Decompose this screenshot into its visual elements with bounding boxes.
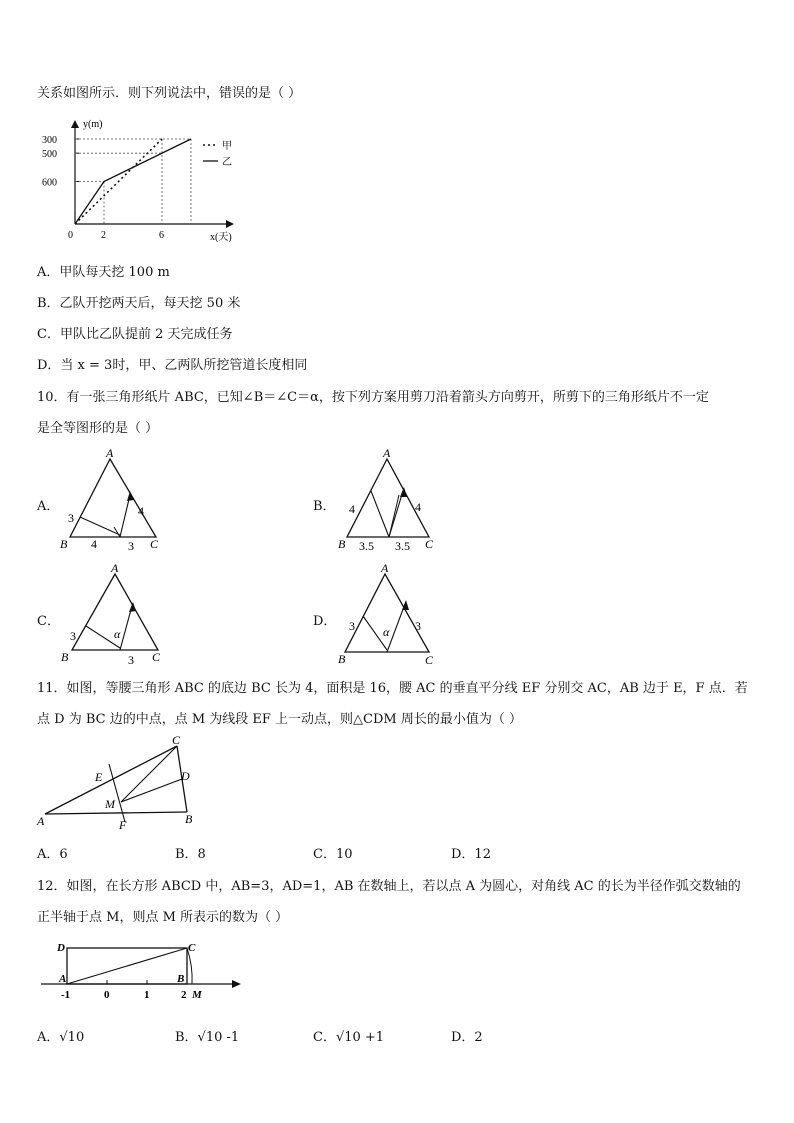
fig-d-label-b: B	[338, 652, 346, 666]
x-axis-arrow	[226, 220, 234, 228]
q10-option-d-label: D．	[313, 614, 337, 629]
y-tick-label: 600	[42, 177, 57, 189]
fig-c-len-2: 3	[128, 653, 134, 667]
q9-line-chart	[40, 112, 250, 247]
q12-label-b: B	[177, 973, 185, 985]
q11-label-b: B	[185, 812, 193, 826]
x-axis-label: x(天)	[210, 232, 232, 243]
fig-d-label-a: A	[381, 561, 389, 575]
q12-option-a: A．√10	[37, 1030, 85, 1045]
q11-option-c: C．10	[313, 847, 353, 862]
q12-option-b: B．√10 -1	[175, 1030, 240, 1045]
q9-option-c: C．甲队比乙队提前 2 天完成任务	[37, 327, 233, 342]
q11-option-b: B．8	[175, 847, 206, 862]
q12-option-c: C．√10 +1	[313, 1030, 385, 1045]
fig-a-label-a: A	[106, 447, 114, 460]
q12-number-line-figure	[35, 936, 245, 1000]
q11-label-m: M	[105, 797, 115, 811]
q12-label-m: M	[192, 989, 202, 1000]
fig-b-len-1: 4	[349, 502, 355, 516]
legend-label-jia: 甲	[222, 141, 232, 152]
q10-figure-a	[58, 447, 188, 557]
q9-stem: 关系如图所示．则下列说法中，错误的是（ ）	[37, 86, 302, 101]
q9-option-b: B．乙队开挖两天后，每天挖 50 米	[37, 296, 241, 311]
fig-a-len-2: 4	[91, 537, 97, 551]
fig-d-len-2: 3	[415, 619, 421, 633]
q11-option-a: A．6	[37, 847, 68, 862]
fig-b-label-c: C	[425, 537, 434, 551]
q11-stem-line1: 11．如图，等腰三角形 ABC 的底边 BC 长为 4，面积是 16，腰 AC 的垂直平分线 EF 分别交 AC，AB 边于 E，F 点．若	[37, 681, 748, 696]
fig-b-len-4: 3.5	[395, 539, 410, 553]
legend-label-yi: 乙	[222, 157, 232, 168]
q12-label-c: C	[188, 942, 196, 954]
fig-d-label-c: C	[425, 653, 434, 667]
fig-c-label-c: C	[152, 650, 161, 664]
q12-tick-1: 1	[144, 989, 150, 1000]
y-axis-label: y(m)	[83, 119, 103, 130]
q10-option-c-label: C．	[37, 614, 60, 629]
q10-option-a-label: A．	[37, 499, 60, 514]
fig-c-len-1: 3	[70, 629, 76, 643]
y-axis-arrow	[71, 120, 79, 128]
fig-b-len-3: 3.5	[359, 539, 374, 553]
q12-stem-line1: 12．如图，在长方形 ABCD 中，AB=3，AD=1，AB 在数轴上，若以点 A 为圆心，对角线 AC 的长为半径作弧交数轴的	[37, 879, 741, 894]
x-tick-label: 0	[68, 230, 73, 241]
q12-tick-2: 2	[181, 989, 187, 1000]
q10-figure-c	[58, 560, 188, 670]
q10-stem-line2: 是全等图形的是（ ）	[37, 421, 159, 436]
fig-d-alpha: α	[383, 625, 390, 639]
q10-figure-d	[335, 560, 465, 670]
x-tick-label: 2	[101, 230, 106, 241]
fig-c-alpha: α	[114, 627, 121, 641]
q11-stem-line2: 点 D 为 BC 边的中点，点 M 为线段 EF 上一动点，则△CDM 周长的最小值为（ ）	[37, 712, 522, 727]
x-tick-label: 6	[159, 230, 164, 241]
q12-label-a: A	[59, 973, 67, 985]
fig-b-label-b: B	[338, 537, 346, 551]
q11-label-c: C	[172, 733, 181, 747]
q11-label-e: E	[95, 770, 103, 784]
q9-option-a: A．甲队每天挖 100 m	[37, 265, 170, 280]
q12-tick-neg1: -1	[61, 989, 71, 1000]
fig-a-len-3: 3	[128, 539, 134, 553]
q12-option-d: D．2	[451, 1030, 483, 1045]
q12-label-d: D	[57, 942, 65, 954]
y-tick-label: 500	[42, 149, 57, 161]
q10-figure-b	[335, 447, 465, 557]
fig-c-label-b: B	[61, 650, 69, 664]
q11-label-f: F	[119, 818, 127, 832]
fig-a-label-c: C	[150, 537, 159, 551]
q9-option-d: D．当 x = 3时，甲、乙两队所挖管道长度相同	[37, 358, 308, 373]
fig-b-label-a: A	[383, 447, 391, 460]
q11-figure	[35, 732, 210, 832]
fig-d-len-1: 3	[349, 619, 355, 633]
q12-stem-line2: 正半轴于点 M，则点 M 所表示的数为（ ）	[37, 910, 289, 925]
q12-tick-0: 0	[104, 989, 110, 1000]
fig-a-label-b: B	[60, 537, 68, 551]
q11-label-d: D	[181, 769, 190, 783]
fig-a-len-1: 3	[68, 511, 74, 525]
q11-label-a: A	[37, 814, 45, 828]
q11-option-d: D．12	[451, 847, 491, 862]
fig-b-len-2: 4	[415, 500, 421, 514]
q10-stem-line1: 10．有一张三角形纸片 ABC，已知∠B＝∠C＝α，按下列方案用剪刀沿着箭头方向剪开，所剪下的三角形纸片不一定	[37, 390, 709, 405]
fig-c-label-a: A	[111, 561, 119, 575]
q10-option-b-label: B．	[313, 499, 336, 514]
y-tick-label: 300	[42, 135, 57, 146]
fig-a-len-4: 4	[138, 504, 144, 518]
